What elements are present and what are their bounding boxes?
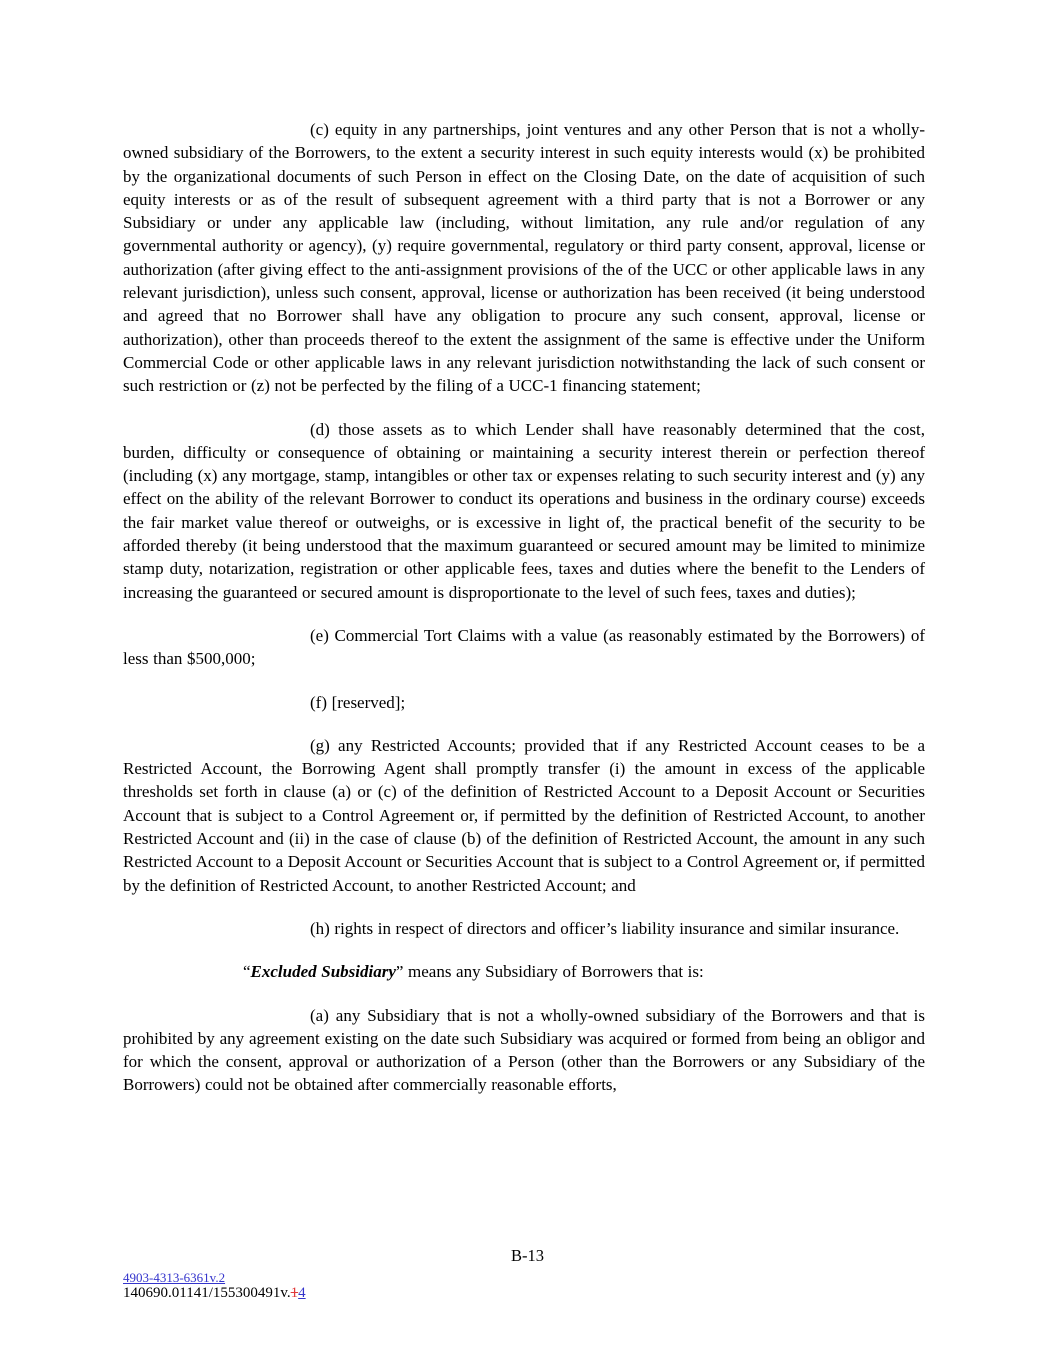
paragraph-g: (g) any Restricted Accounts; provided that if any Restricted Account ceases to be a Restricted Account, the Borrowing Agent shall promptly transfer (i) the amount in excess of the applicable thresholds set forth in clause (a) or (c) of the definition of Restricted Account to a Deposit Account or Securities Account that is subject to a Control Agreement or, if permitted by the definition of Restricted Account, to another Restricted Account and (ii) in the case of clause (b) of the definition of Restricted Account, the amount in any such Restricted Account to a Deposit Account or Securities Account that is subject to a Control Agreement or, if permitted by the definition of Restricted Account, to another Restricted Account; and (123, 735, 925, 895)
definition-rest: means any Subsidiary of Borrowers that is: (403, 962, 704, 982)
defined-term: Excluded Subsidiary (250, 962, 396, 982)
definition-excluded-subsidiary (123, 960, 925, 983)
paragraph-d: (d) those assets as to which Lender shall have reasonably determined that the cost, burden, difficulty or consequence of obtaining or maintaining a security interest therein or perfection thereof (including (x) any mortgage, stamp, intangibles or other tax or expenses relating to such security interest and (y) any effect on the ability of the relevant Borrower to conduct its operations and business in the ordinary course) exceeds the fair market value thereof or outweighs, or is excessive in light of, the practical benefit of the security to be afforded thereby (it being understood that the maximum guaranteed or secured amount may be limited to minimize stamp duty, notarization, registration or other applicable fees, taxes and duties where the benefit to the Lenders of increasing the guaranteed or secured amount is disproportionate to the level of such fees, taxes and duties); (123, 419, 925, 602)
matter-number-prefix: 140690.01141/155300491v. (123, 1285, 291, 1301)
paragraph-f: (f) [reserved]; (310, 692, 406, 712)
paragraph-e: (e) Commercial Tort Claims with a value (as reasonably estimated by the Borrowers) of less than $500,000; (123, 625, 925, 669)
open-quote: “ (243, 962, 251, 982)
doc-id-link[interactable]: 4903-4313-6361v.2 (123, 1270, 226, 1285)
paragraph-c: (c) equity in any partnerships, joint ventures and any other Person that is not a wholly-owned subsidiary of the Borrowers, to the extent a security interest in such equity interests would (x) be prohibited by the organizational documents of such Person in effect on the Closing Date, on the date of acquisition of such equity interests or as of the result of subsequent agreement with a third party that is not a Borrower or any Subsidiary or under any applicable law (including, without limitation, any rule and/or regulation of any governmental authority or agency), (y) require governmental, regulatory or third party consent, approval, license or authorization (after giving effect to the anti-assignment provisions of the of the UCC or other applicable laws in any relevant jurisdiction), unless such consent, approval, license or authorization has been received (it being understood and agreed that no Borrower shall have any obligation to procure any such consent, approval, license or authorization), other than proceeds thereof to the extent the assignment of the same is effective under the Uniform Commercial Code or other applicable laws in any relevant jurisdiction notwithstanding the lack of such consent or such restriction or (z) not be perfected by the filing of a UCC-1 financing statement; (123, 120, 925, 396)
paragraph-h: (h) rights in respect of directors and officer’s liability insurance and similar insurance. (310, 918, 900, 938)
document-body (123, 118, 925, 1117)
inserted-version-number: 4 (298, 1285, 306, 1301)
paragraph-a: (a) any Subsidiary that is not a wholly-owned subsidiary of the Borrowers and that is prohibited by any agreement existing on the date such Subsidiary was acquired or formed from being an obligor and for which the consent, approval or authorization of a Person (other than the Borrowers or any Subsidiary of the Borrowers) could not be obtained after commercially reasonable efforts, (123, 1005, 925, 1095)
footer-stamp (123, 1270, 306, 1302)
page-number: B-13 (511, 1246, 544, 1265)
matter-number-line (123, 1285, 306, 1302)
close-quote: ” (395, 962, 404, 982)
deleted-version-number: 1 (290, 1285, 299, 1301)
